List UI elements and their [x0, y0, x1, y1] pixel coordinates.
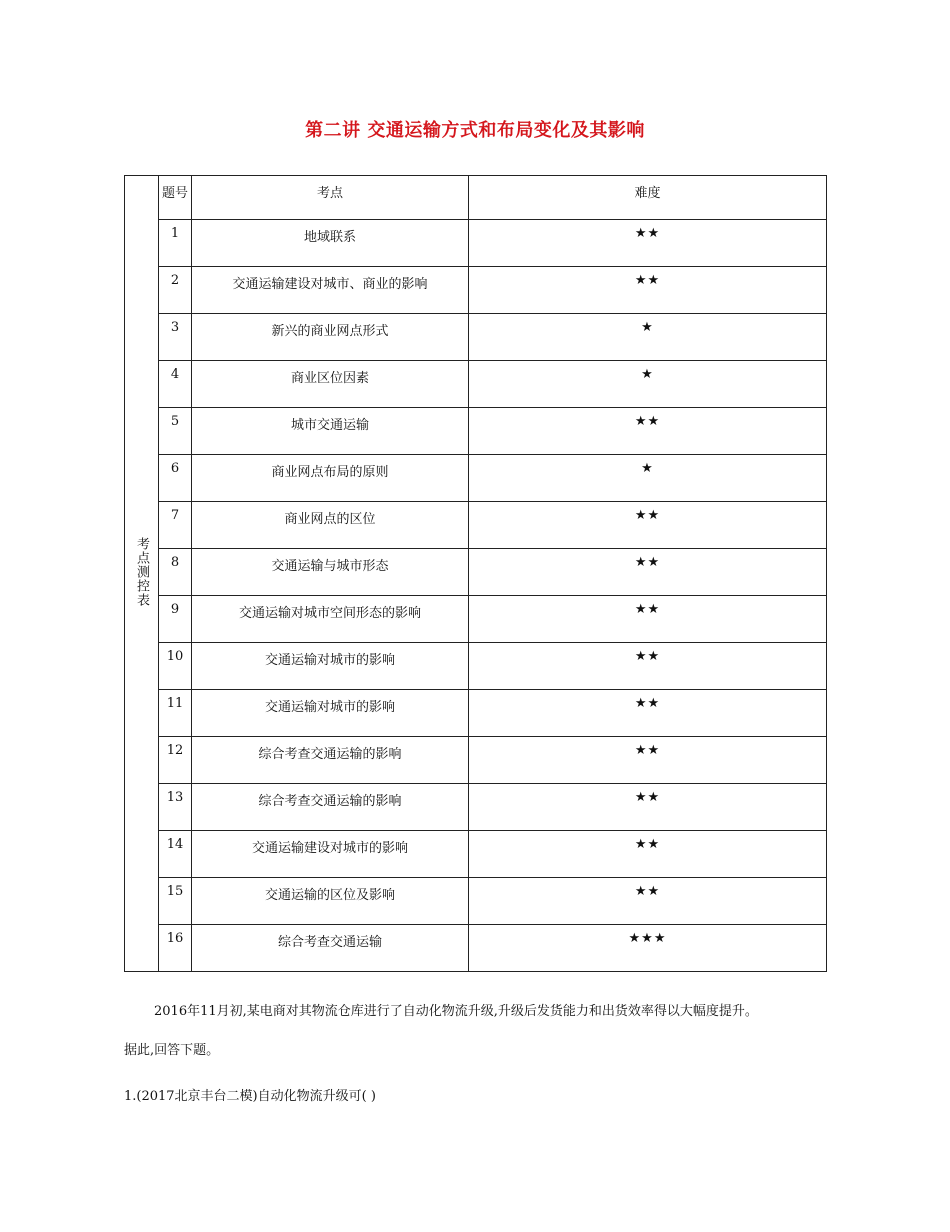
row-topic: 交通运输对城市空间形态的影响	[192, 596, 469, 643]
table-header-row	[125, 176, 827, 220]
row-num: 11	[159, 690, 192, 737]
table-row	[125, 784, 827, 831]
row-num: 12	[159, 737, 192, 784]
table-row	[125, 455, 827, 502]
intro-paragraph: 2016年11月初,某电商对其物流仓库进行了自动化物流升级,升级后发货能力和出货效率得以大幅度提升。	[154, 1004, 758, 1019]
table-row	[125, 220, 827, 267]
row-difficulty: ★★	[469, 220, 827, 267]
row-difficulty: ★★	[469, 502, 827, 549]
row-difficulty: ★	[469, 455, 827, 502]
table-row	[125, 361, 827, 408]
row-topic: 交通运输与城市形态	[192, 549, 469, 596]
row-topic: 交通运输建设对城市、商业的影响	[192, 267, 469, 314]
row-difficulty: ★★	[469, 643, 827, 690]
row-num: 4	[159, 361, 192, 408]
row-num: 9	[159, 596, 192, 643]
row-topic: 地域联系	[192, 220, 469, 267]
table-row	[125, 643, 827, 690]
row-topic: 交通运输的区位及影响	[192, 878, 469, 925]
row-num: 15	[159, 878, 192, 925]
table-row	[125, 408, 827, 455]
row-topic: 商业网点布局的原则	[192, 455, 469, 502]
table-row	[125, 596, 827, 643]
exam-point-table	[124, 175, 827, 972]
row-topic: 商业网点的区位	[192, 502, 469, 549]
row-difficulty: ★★	[469, 267, 827, 314]
table-row	[125, 878, 827, 925]
page-title: 第二讲 交通运输方式和布局变化及其影响	[305, 120, 645, 141]
row-num: 10	[159, 643, 192, 690]
row-num: 6	[159, 455, 192, 502]
row-num: 5	[159, 408, 192, 455]
row-topic: 综合考查交通运输的影响	[192, 737, 469, 784]
row-num: 2	[159, 267, 192, 314]
question-1: 1.(2017北京丰台二模)自动化物流升级可( )	[124, 1089, 376, 1104]
row-difficulty: ★★	[469, 408, 827, 455]
row-topic: 城市交通运输	[192, 408, 469, 455]
header-topic: 考点	[192, 176, 469, 220]
row-topic: 交通运输对城市的影响	[192, 643, 469, 690]
side-label: 考点测控表	[134, 536, 149, 607]
table-row	[125, 690, 827, 737]
table-row	[125, 549, 827, 596]
table-row	[125, 267, 827, 314]
row-difficulty: ★★	[469, 784, 827, 831]
instruction-text: 据此,回答下题。	[124, 1043, 220, 1058]
row-num: 8	[159, 549, 192, 596]
header-num: 题号	[159, 176, 192, 220]
row-difficulty: ★★	[469, 878, 827, 925]
row-num: 3	[159, 314, 192, 361]
row-num: 16	[159, 925, 192, 972]
side-label-cell	[125, 176, 159, 972]
row-num: 7	[159, 502, 192, 549]
row-difficulty: ★	[469, 361, 827, 408]
row-topic: 交通运输建设对城市的影响	[192, 831, 469, 878]
row-difficulty: ★★	[469, 549, 827, 596]
header-difficulty: 难度	[469, 176, 827, 220]
table-row	[125, 502, 827, 549]
row-topic: 商业区位因素	[192, 361, 469, 408]
row-difficulty: ★★★	[469, 925, 827, 972]
row-difficulty: ★★	[469, 737, 827, 784]
row-topic: 综合考查交通运输的影响	[192, 784, 469, 831]
row-num: 1	[159, 220, 192, 267]
table-row	[125, 314, 827, 361]
row-topic: 新兴的商业网点形式	[192, 314, 469, 361]
row-difficulty: ★★	[469, 596, 827, 643]
row-difficulty: ★★	[469, 831, 827, 878]
row-topic: 交通运输对城市的影响	[192, 690, 469, 737]
table-row	[125, 737, 827, 784]
row-difficulty: ★	[469, 314, 827, 361]
table-row	[125, 831, 827, 878]
row-num: 14	[159, 831, 192, 878]
row-num: 13	[159, 784, 192, 831]
table-row	[125, 925, 827, 972]
row-difficulty: ★★	[469, 690, 827, 737]
row-topic: 综合考查交通运输	[192, 925, 469, 972]
